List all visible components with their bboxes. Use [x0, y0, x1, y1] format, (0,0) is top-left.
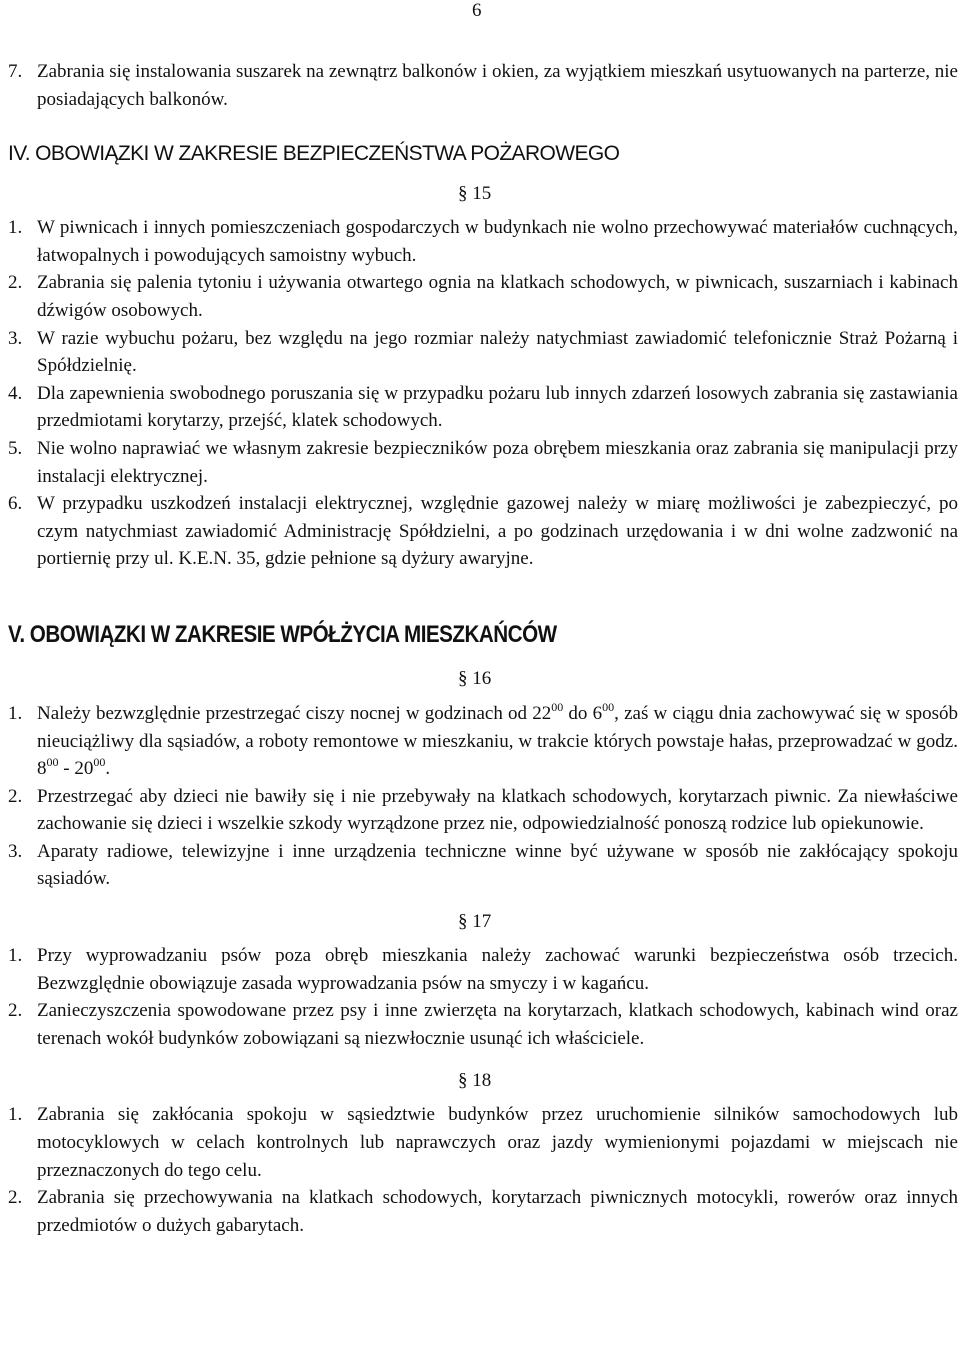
item-number: 7. [8, 61, 23, 82]
list-item [8, 380, 958, 435]
list-item [8, 1101, 958, 1184]
item-text: Zabrania się przechowywania na klatkach schodowych, korytarzach piwnicznych motocykli, rowerów oraz innych przedmiotów o dużych gabarytach. [37, 1187, 958, 1236]
item-number: 6. [8, 493, 23, 515]
item-number: 4. [8, 382, 23, 404]
list-item [8, 942, 958, 997]
item-text: Zabrania się zakłócania spokoju w sąsiedztwie budynków przez uruchomienie silników samochodowych lub motocyklowych w celach kontrolnych lub naprawczych oraz jazdy wymienionymi pojazdami w miejscach nie przeznaczonych do tego celu. [37, 1104, 958, 1181]
item-text: Zanieczyszczenia spowodowane przez psy i inne zwierzęta na korytarzach, klatkach schodowych, kabinach wind oraz terenach wokół budynków zobowiązani są niezwłocznie usunąć ich właściciele. [37, 1000, 958, 1049]
list-item [8, 783, 958, 838]
item-number: 1. [8, 1104, 23, 1126]
section-heading-v: V. OBOWIĄZKI W ZAKRESIE WPÓŁŻYCIA MIESZKAŃCÓW [8, 620, 557, 648]
item-text: W piwnicach i innych pomieszczeniach gospodarczych w budynkach nie wolno przechowywać materiałów cuchnących, łatwopalnych i powodujących samoistny wybuch. [37, 217, 958, 266]
list-item [8, 214, 958, 269]
item-text: Aparaty radiowe, telewizyjne i inne urządzenia techniczne winne być używane w sposób nie zakłócający spokoju sąsiadów. [37, 840, 958, 890]
item-number: 2. [8, 272, 23, 294]
section-heading-iv: IV. OBOWIĄZKI W ZAKRESIE BEZPIECZEŃSTWA POŻAROWEGO [8, 142, 620, 166]
list-item [8, 435, 958, 490]
item-text: Przy wyprowadzaniu psów poza obręb mieszkania należy zachować warunki bezpieczeństwa osób trzecich. Bezwzględnie obowiązuje zasada wyprowadzania psów na smyczy i w kagańcu. [37, 945, 958, 994]
item-number: 5. [8, 437, 23, 459]
document-body [8, 58, 958, 1239]
item-text: Zabrania się palenia tytoniu i używania otwartego ognia na klatkach schodowych, w piwnicach, suszarniach i kabinach dźwigów osobowych. [37, 272, 958, 321]
paragraph-mark-15: § 15 [458, 183, 492, 205]
paragraph-mark-18: § 18 [458, 1070, 492, 1092]
item-number: 3. [8, 327, 23, 349]
list-item [8, 1184, 958, 1239]
item-number: 2. [8, 785, 23, 807]
list-item [8, 700, 958, 783]
item-text: Należy bezwzględnie przestrzegać ciszy nocnej w godzinach od $22^{00}$ do $6^{00}$, zaś w ciągu dnia zachowywać się w sposób nieuciążliwy dla sąsiadów, a roboty remontowe w mieszkaniu, w trakcie których powstaje hałas, przeprowadzać w godz. $8^{00} - 20^{00}$. [37, 699, 959, 780]
paragraph-mark-17: § 17 [458, 911, 492, 933]
list-item [8, 997, 958, 1052]
item-number: 2. [8, 1187, 23, 1209]
list-item [8, 838, 958, 893]
item-number: 1. [8, 217, 23, 239]
item-text: Nie wolno naprawiać we własnym zakresie bezpieczników poza obrębem mieszkania oraz zabrania się manipulacji przy instalacji elektrycznej. [37, 437, 958, 487]
item-text: Dla zapewnienia swobodnego poruszania się w przypadku pożaru lub innych zdarzeń losowych zabrania się zastawiania przedmiotami korytarzy, przejść, klatek schodowych. [37, 382, 958, 432]
item-text: Przestrzegać aby dzieci nie bawiły się i nie przebywały na klatkach schodowych, korytarzach piwnic. Za niewłaściwe zachowanie się dzieci i wszelkie szkody wyrządzone przez nie, odpowiedzialność ponoszą rodzice lub opiekunowie. [37, 785, 958, 835]
list-item [8, 490, 958, 573]
page-number: 6 [472, 0, 482, 21]
list-item [8, 269, 958, 324]
paragraph-mark-16: § 16 [458, 667, 492, 689]
item-number: 1. [8, 702, 23, 724]
list-item [8, 58, 958, 113]
item-text: W razie wybuchu pożaru, bez względu na jego rozmiar należy natychmiast zawiadomić telefonicznie Straż Pożarną i Spółdzielnię. [37, 327, 958, 377]
item-number: 1. [8, 945, 23, 967]
item-text: Zabrania się instalowania suszarek na zewnątrz balkonów i okien, za wyjątkiem mieszkań usytuowanych na parterze, nie posiadających balkonów. [37, 61, 958, 110]
item-text: W przypadku uszkodzeń instalacji elektrycznej, względnie gazowej należy w miarę możliwości je zabezpieczyć, po czym natychmiast zawiadomić Administrację Spółdzielni, a po godzinach urzędowania i w dni wolne zadzwonić na portiernię przy ul. K.E.N. 35, gdzie pełnione są dyżury awaryjne. [37, 493, 958, 570]
item-number: 3. [8, 840, 23, 862]
list-item [8, 325, 958, 380]
item-number: 2. [8, 1000, 23, 1022]
